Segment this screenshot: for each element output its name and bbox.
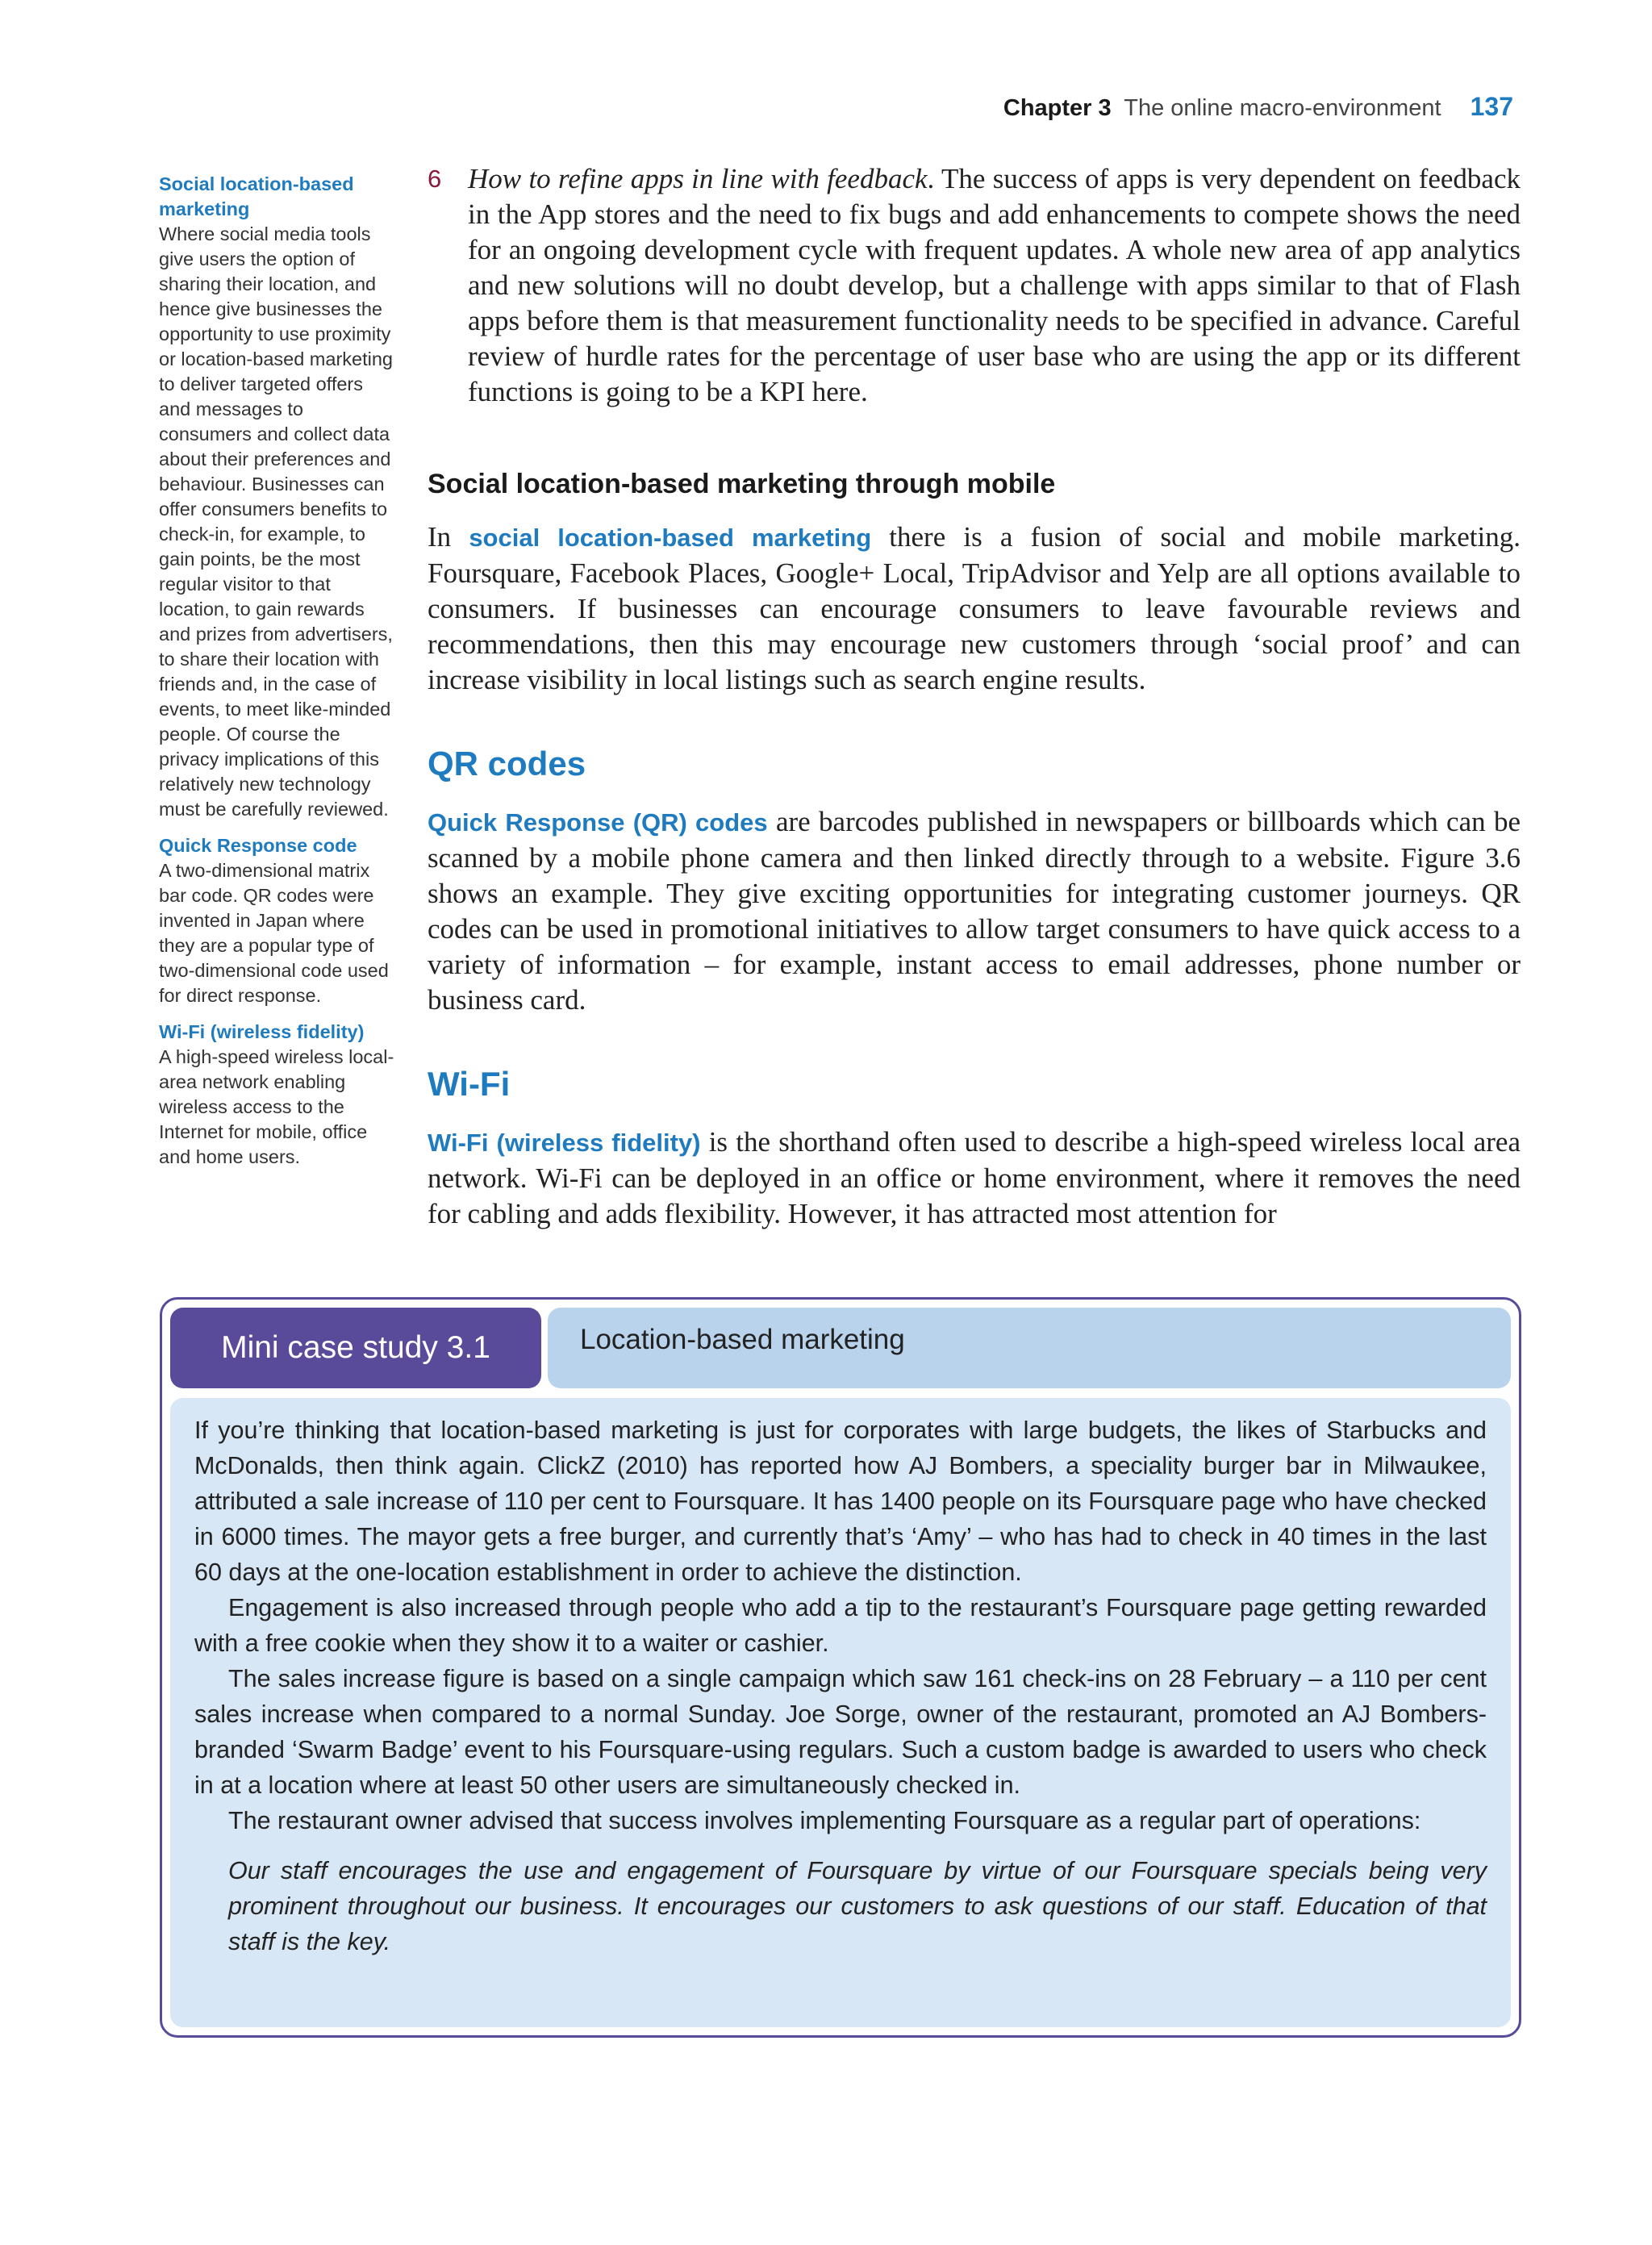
section-heading-qr: QR codes [428,745,586,782]
paragraph-qr [428,804,1521,1018]
paragraph-wifi [428,1125,1521,1232]
mini-case-study-box [160,1297,1521,2038]
glossary-definition: A two-dimensional matrix bar code. QR codes were invented in Japan where they are a popular type of two-dimensional code used for direct response. [159,860,389,1006]
case-paragraph: Engagement is also increased through people who add a tip to the restaurant’s Foursquare page getting rewarded with a free cookie when they show it to a waiter or cashier. [194,1594,1487,1657]
glossary-entry [159,833,397,1008]
keyword-qr: Quick Response (QR) codes [428,808,768,837]
glossary-entry [159,1020,397,1170]
chapter-title: The online macro-environment [1124,95,1441,121]
case-study-tag: Mini case study 3.1 [170,1308,541,1388]
keyword-social-location: social location-based marketing [469,524,872,552]
glossary-term: Social location-based marketing [159,173,354,219]
text-run: is the shorthand often used to describe a high-speed wireless local area network. Wi-Fi can be deployed in an office or home environment, where it removes the need for cabling and adds flexibility. However, it has attracted most attention for [428,1126,1521,1229]
chapter-label: Chapter 3 [1003,95,1112,121]
glossary-definition: Where social media tools give users the option of sharing their location, and hence give businesses the opportunity to use proximity or location-based marketing to deliver targeted offers and messages to consumers and collect data about their preferences and behaviour. Businesses can offer consumers benefits to check-in, for example, to gain points, be the most regular visitor to that location, to gain rewards and prizes from advertisers, to share their location with friends and, in the case of events, to meet like-minded people. Of course the privacy implications of this relatively new technology must be carefully reviewed. [159,223,393,820]
glossary-definition: A high-speed wireless local-area network enabling wireless access to the Internet for mobile, office and home users. [159,1046,394,1167]
glossary-term: Wi-Fi (wireless fidelity) [159,1021,365,1042]
section-heading-wifi: Wi-Fi [428,1065,511,1103]
keyword-wifi: Wi-Fi (wireless fidelity) [428,1129,701,1157]
text-run: In [428,521,469,553]
list-item-6 [428,161,1521,410]
case-study-body [170,1398,1511,2027]
section-heading-social: Social location-based marketing through mobile [428,469,1056,499]
glossary-term: Quick Response code [159,835,357,856]
list-lead: How to refine apps in line with feedback [468,163,928,194]
text-run: there is a fusion of social and mobile marketing. Foursquare, Facebook Places, Google+ Local, TripAdvisor and Yelp are all options available to consumers. If businesses can encourage consumers to leave favourable reviews and recommendations, then this may encourage new customers through ‘social proof’ and can increase visibility in local listings such as search engine results. [428,521,1521,695]
margin-glossary [159,172,397,1181]
list-number: 6 [428,165,442,193]
list-text: . The success of apps is very dependent on feedback in the App stores and the need to fix bugs and add enhancements to compete shows the need for an ongoing development cycle with frequent updates. A whole new area of app analytics and new solutions will no doubt develop, but a challenge with apps similar to that of Flash apps before them is that measurement functionality needs to be specified in advance. Careful review of hurdle rates for the percentage of user base who are using the app or its different functions is going to be a KPI here. [468,163,1521,407]
case-quote: Our staff encourages the use and engagement of Foursquare by virtue of our Foursquare specials being very prominent throughout our business. It encourages our customers to ask questions of our staff. Education of that staff is the key. [228,1857,1487,1955]
text-run: are barcodes published in newspapers or billboards which can be scanned by a mobile phone camera and then linked directly through to a website. Figure 3.6 shows an example. They give exciting opportunities for integrating customer journeys. QR codes can be used in promotional initiatives to allow target consumers to have quick access to a variety of information – for example, instant access to email addresses, phone number or business card. [428,806,1521,1016]
case-paragraph: The sales increase figure is based on a single campaign which saw 161 check-ins on 28 February – a 110 per cent sales increase when compared to a normal Sunday. Joe Sorge, owner of the restaurant, promoted an AJ Bombers-branded ‘Swarm Badge’ event to his Foursquare-using regulars. Such a custom badge is awarded to users who check in at a location where at least 50 other users are simultaneously checked in. [194,1665,1487,1799]
case-paragraph: The restaurant owner advised that success involves implementing Foursquare as a regular part of operations: [228,1807,1421,1834]
page-number: 137 [1470,92,1513,121]
paragraph-social [428,520,1521,698]
glossary-entry [159,172,397,822]
case-paragraph: If you’re thinking that location-based marketing is just for corporates with large budgets, the likes of Starbucks and McDonalds, then think again. ClickZ (2010) has reported how AJ Bombers, a speciality burger bar in Milwaukee, attributed a sale increase of 110 per cent to Foursquare. It has 1400 people on its Foursquare page who have checked in 6000 times. The mayor gets a free burger, and currently that’s ‘Amy’ – who has had to check in 40 times in the last 60 days at the one-location establishment in order to achieve the distinction. [194,1417,1487,1586]
case-study-title: Location-based marketing [548,1308,1511,1388]
running-header [1003,92,1513,122]
main-text-column [428,161,1521,1232]
